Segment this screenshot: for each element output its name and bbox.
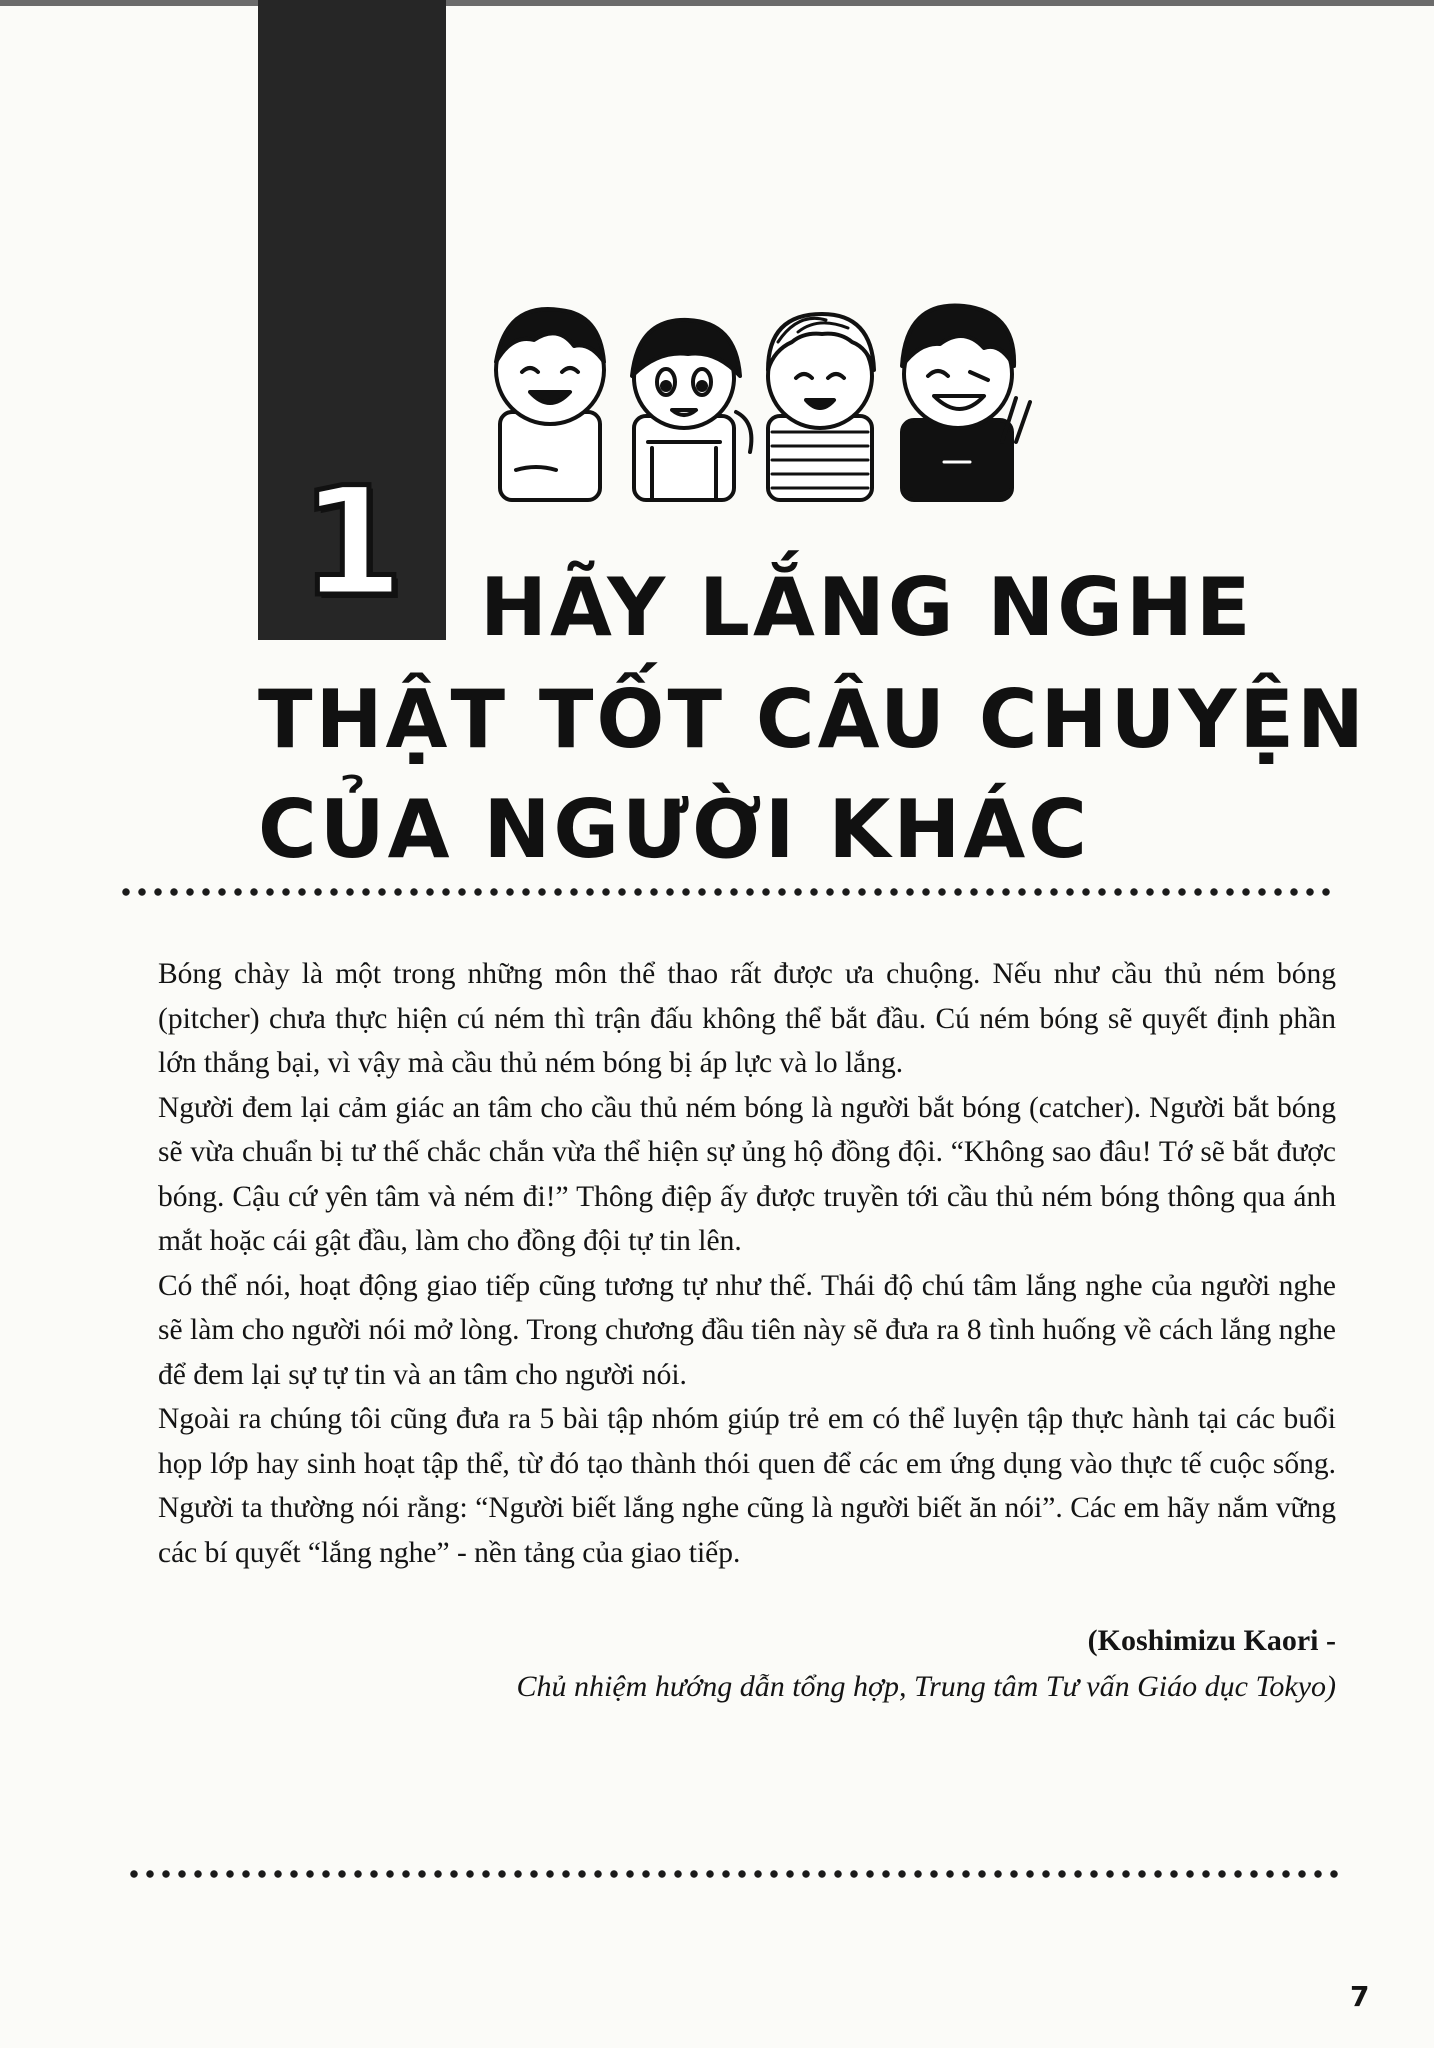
credit-author: (Koshimizu Kaori - xyxy=(1087,1624,1336,1657)
chapter-title-line-1: HÃY LẮNG NGHE xyxy=(480,561,1254,654)
four-children-cartoon-icon xyxy=(472,292,1032,502)
dotted-divider-bottom xyxy=(126,1868,1340,1880)
credit-role: Chủ nhiệm hướng dẫn tổng hợp, Trung tâm Tư vấn Giáo dục Tokyo) xyxy=(516,1670,1336,1703)
chapter-number: 1 xyxy=(299,456,405,630)
chapter-number-bar xyxy=(258,0,446,640)
author-credit xyxy=(517,1618,1336,1710)
chapter-title-line-3: CỦA NGƯỜI KHÁC xyxy=(258,783,1090,876)
dotted-divider-top xyxy=(118,886,1336,898)
paragraph: Có thể nói, hoạt động giao tiếp cũng tương tự như thế. Thái độ chú tâm lắng nghe của người nghe sẽ làm cho người nói mở lòng. Trong chương đầu tiên này sẽ đưa ra 8 tình huống về cách lắng nghe để đem lại sự tự tin và an tâm cho người nói. xyxy=(158,1269,1336,1391)
paragraph: Ngoài ra chúng tôi cũng đưa ra 5 bài tập nhóm giúp trẻ em có thể luyện tập thực hành tại các buổi họp lớp hay sinh hoạt tập thể, từ đó tạo thành thói quen để các em ứng dụng vào thực tế cuộc sống. Người ta thường nói rằng: “Người biết lắng nghe cũng là người biết ăn nói”. Các em hãy nắm vững các bí quyết “lắng nghe” - nền tảng của giao tiếp. xyxy=(158,1403,1336,1569)
paragraph: Bóng chày là một trong những môn thể thao rất được ưa chuộng. Nếu như cầu thủ ném bóng (pitcher) chưa thực hiện cú ném thì trận đấu không thể bắt đầu. Cú ném bóng sẽ quyết định phần lớn thắng bại, vì vậy mà cầu thủ ném bóng bị áp lực và lo lắng. xyxy=(158,958,1336,1079)
chapter-intro-text xyxy=(158,952,1336,1575)
top-rule xyxy=(0,0,1434,6)
paragraph: Người đem lại cảm giác an tâm cho cầu thủ ném bóng là người bắt bóng (catcher). Người bắt bóng sẽ vừa chuẩn bị tư thế chắc chắn vừa thể hiện sự ủng hộ đồng đội. “Không sao đâu! Tớ sẽ bắt được bóng. Cậu cứ yên tâm và ném đi!” Thông điệp ấy được truyền tới cầu thủ ném bóng thông qua ánh mắt hoặc cái gật đầu, làm cho đồng đội tự tin lên. xyxy=(158,1091,1336,1257)
chapter-title-line-2: THẬT TỐT CÂU CHUYỆN xyxy=(258,673,1367,766)
page-number: 7 xyxy=(1350,1980,1370,2013)
